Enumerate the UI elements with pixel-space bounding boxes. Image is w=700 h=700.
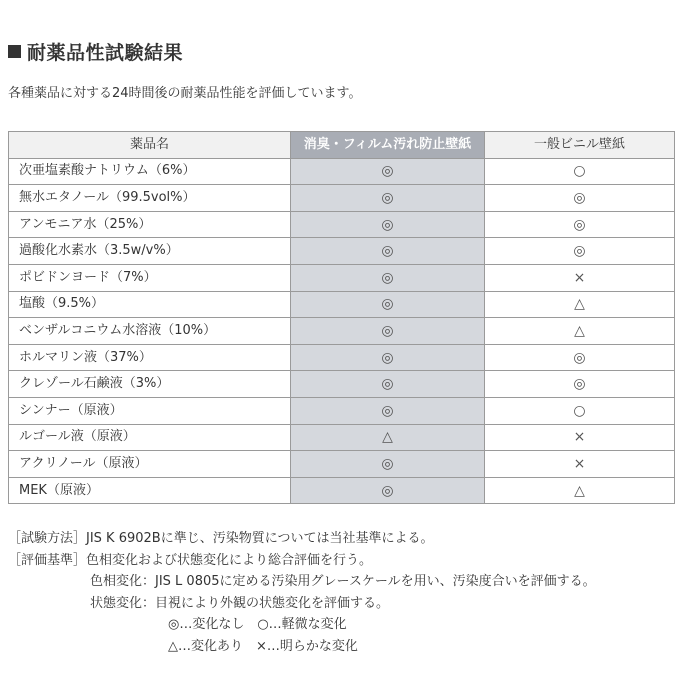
film-rating: ◎ [291,344,485,371]
table-row [9,291,675,318]
film-rating: ◎ [291,238,485,265]
vinyl-rating: ○ [485,397,675,424]
note-hue-change: 色相変化：JIS L 0805に定める汚染用グレースケールを用い、汚染度合いを評価する。 [90,574,596,589]
vinyl-rating: × [485,264,675,291]
page-title [8,38,183,65]
chemical-name: ホルマリン液（37%） [9,344,291,371]
vinyl-rating: ◎ [485,344,675,371]
film-rating: ◎ [291,371,485,398]
vinyl-rating: △ [485,477,675,504]
column-header-chemical: 薬品名 [9,132,291,159]
chemical-name: アクリノール（原液） [9,451,291,478]
vinyl-rating: ◎ [485,211,675,238]
note-test-method: ［試験方法］JIS K 6902Bに準じ、汚染物質については当社基準による。 [8,531,434,546]
table-row [9,371,675,398]
table-row [9,211,675,238]
table-row [9,397,675,424]
table-row [9,264,675,291]
chemical-resistance-table [8,131,675,504]
vinyl-rating: ◎ [485,238,675,265]
table-row [9,318,675,345]
legend-line-2: △…変化あり ×…明らかな変化 [168,638,358,654]
chemical-name: 次亜塩素酸ナトリウム（6%） [9,158,291,185]
film-rating: ◎ [291,211,485,238]
film-rating: ◎ [291,477,485,504]
table-row [9,477,675,504]
chemical-name: ベンザルコニウム水溶液（10%） [9,318,291,345]
legend-line-1: ◎…変化なし ○…軽微な変化 [168,617,347,632]
film-rating: △ [291,424,485,451]
chemical-name: 塩酸（9.5%） [9,291,291,318]
note-state-change: 状態変化：目視により外観の状態変化を評価する。 [90,595,390,611]
film-rating: ◎ [291,264,485,291]
square-bullet-icon [8,45,21,58]
chemical-name: MEK（原液） [9,477,291,504]
vinyl-rating: △ [485,291,675,318]
column-header-film-wallpaper: 消臭・フィルム汚れ防止壁紙 [291,132,485,159]
chemical-name: ポビドンヨード（7%） [9,264,291,291]
page-title-text: 耐薬品性試験結果 [27,42,184,64]
vinyl-rating: △ [485,318,675,345]
vinyl-rating: ◎ [485,371,675,398]
table-row [9,451,675,478]
film-rating: ◎ [291,318,485,345]
vinyl-rating: × [485,451,675,478]
vinyl-rating: ○ [485,158,675,185]
film-rating: ◎ [291,291,485,318]
table-row [9,185,675,212]
table-row [9,424,675,451]
film-rating: ◎ [291,451,485,478]
chemical-name: シンナー（原液） [9,397,291,424]
chemical-name: ルゴール液（原液） [9,424,291,451]
table-row [9,158,675,185]
vinyl-rating: ◎ [485,185,675,212]
notes-section [8,528,596,657]
vinyl-rating: × [485,424,675,451]
page-subtitle: 各種薬品に対する24時間後の耐薬品性能を評価しています。 [8,86,362,101]
chemical-name: 無水エタノール（99.5vol%） [9,185,291,212]
column-header-vinyl-wallpaper: 一般ビニル壁紙 [485,132,675,159]
film-rating: ◎ [291,397,485,424]
table-header-row [9,132,675,159]
chemical-name: 過酸化水素水（3.5w/v%） [9,238,291,265]
chemical-name: アンモニア水（25%） [9,211,291,238]
film-rating: ◎ [291,185,485,212]
film-rating: ◎ [291,158,485,185]
table-row [9,344,675,371]
table-row [9,238,675,265]
chemical-name: クレゾール石鹸液（3%） [9,371,291,398]
note-evaluation-criteria: ［評価基準］色相変化および状態変化により総合評価を行う。 [8,552,373,568]
